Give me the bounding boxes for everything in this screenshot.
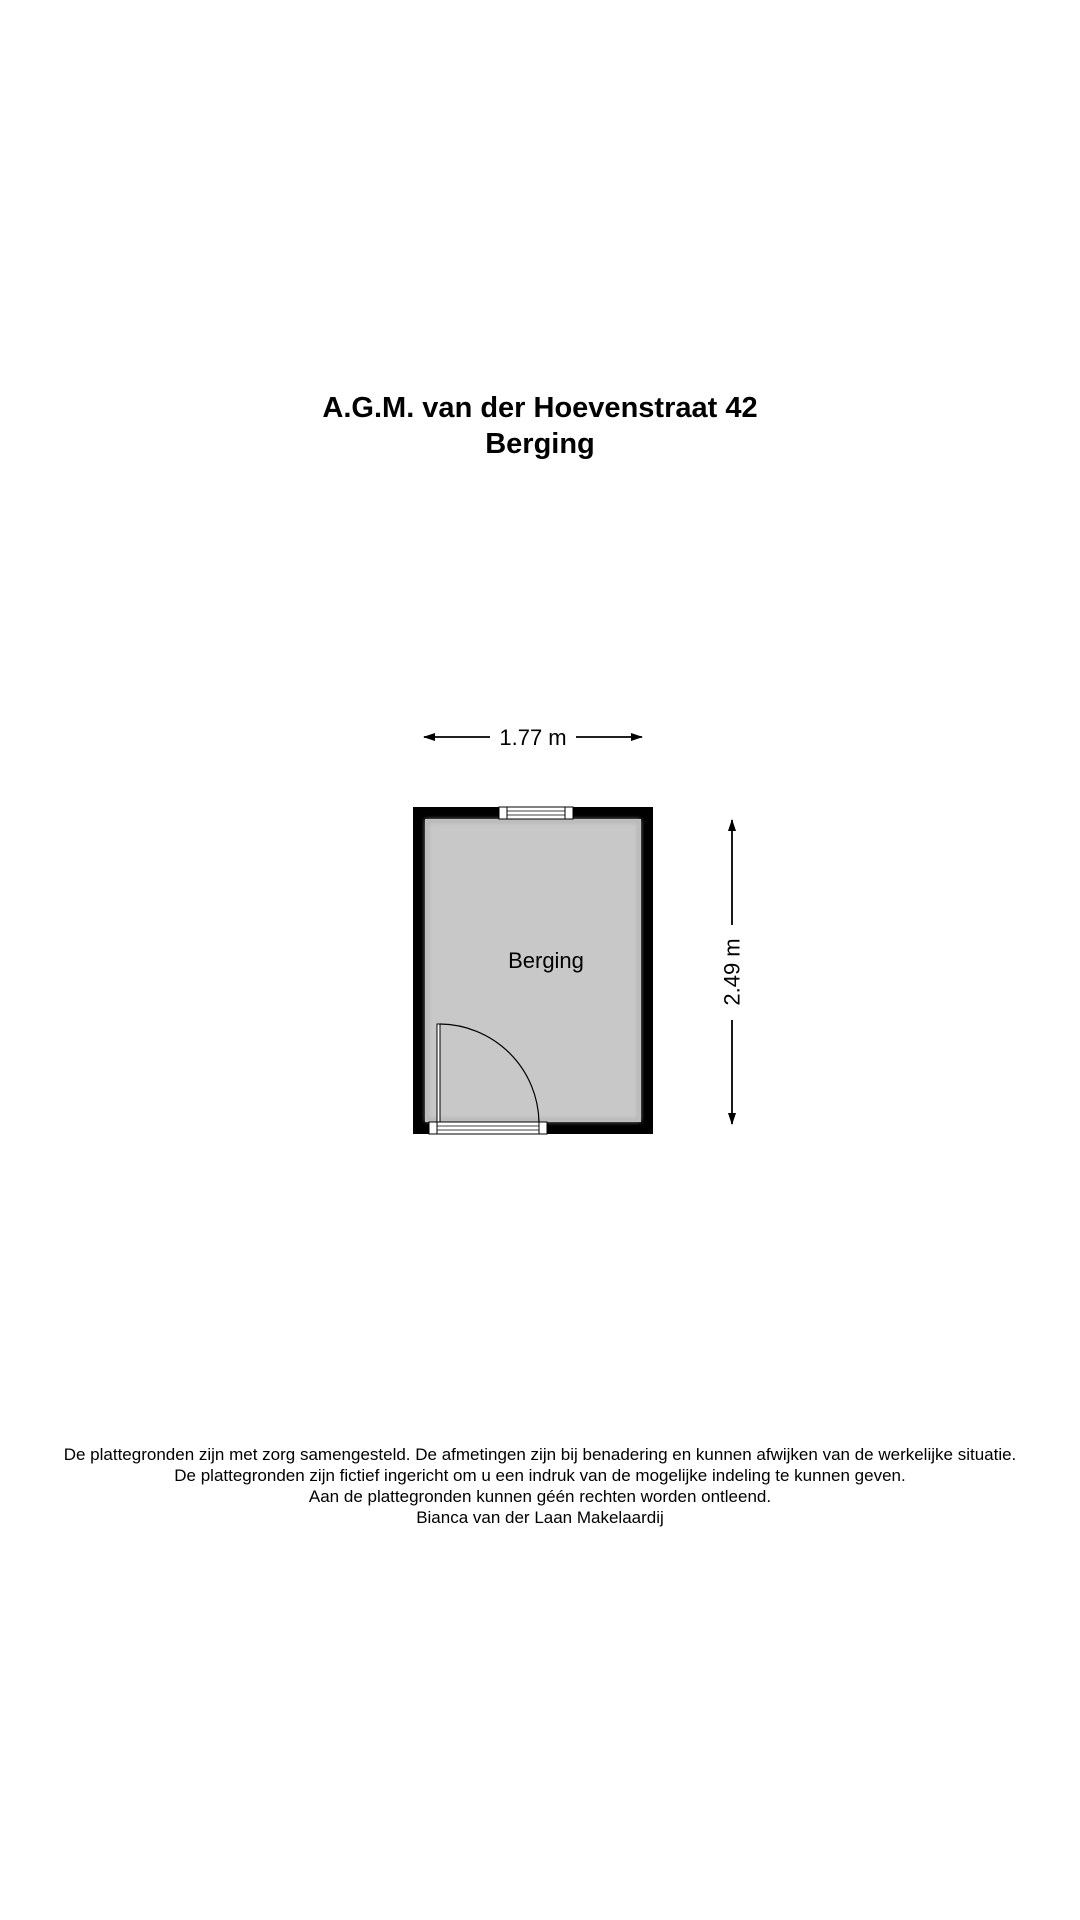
door-jamb-left [429,1122,437,1134]
height-dimension [720,820,745,1124]
plan-title: A.G.M. van der Hoevenstraat 42 [322,392,758,424]
window-opening [499,807,573,819]
disclaimer [0,1444,1080,1528]
plan-subtitle: Berging [485,428,595,460]
disclaimer-line: De plattegronden zijn fictief ingericht om u een indruk van de mogelijke indeling te kunnen geven. [174,1466,906,1485]
width-dimension [424,725,642,750]
room-label: Berging [508,948,584,973]
door-leaf [437,1024,440,1122]
window [499,807,573,819]
window-frame-right [565,807,573,819]
disclaimer-line: Aan de plattegronden kunnen géén rechten worden ontleend. [308,1487,772,1506]
height-dimension-label: 2.49 m [719,938,745,1006]
disclaimer-line: De plattegronden zijn met zorg samengesteld. De afmetingen zijn bij benadering en kunnen afwijken van de werkelijke situatie. [63,1445,1017,1464]
width-dimension-label: 1.77 m [499,725,567,750]
window-frame-left [499,807,507,819]
disclaimer-company: Bianca van der Laan Makelaardij [416,1508,664,1527]
door-opening [429,1122,547,1134]
door-jamb-right [539,1122,547,1134]
